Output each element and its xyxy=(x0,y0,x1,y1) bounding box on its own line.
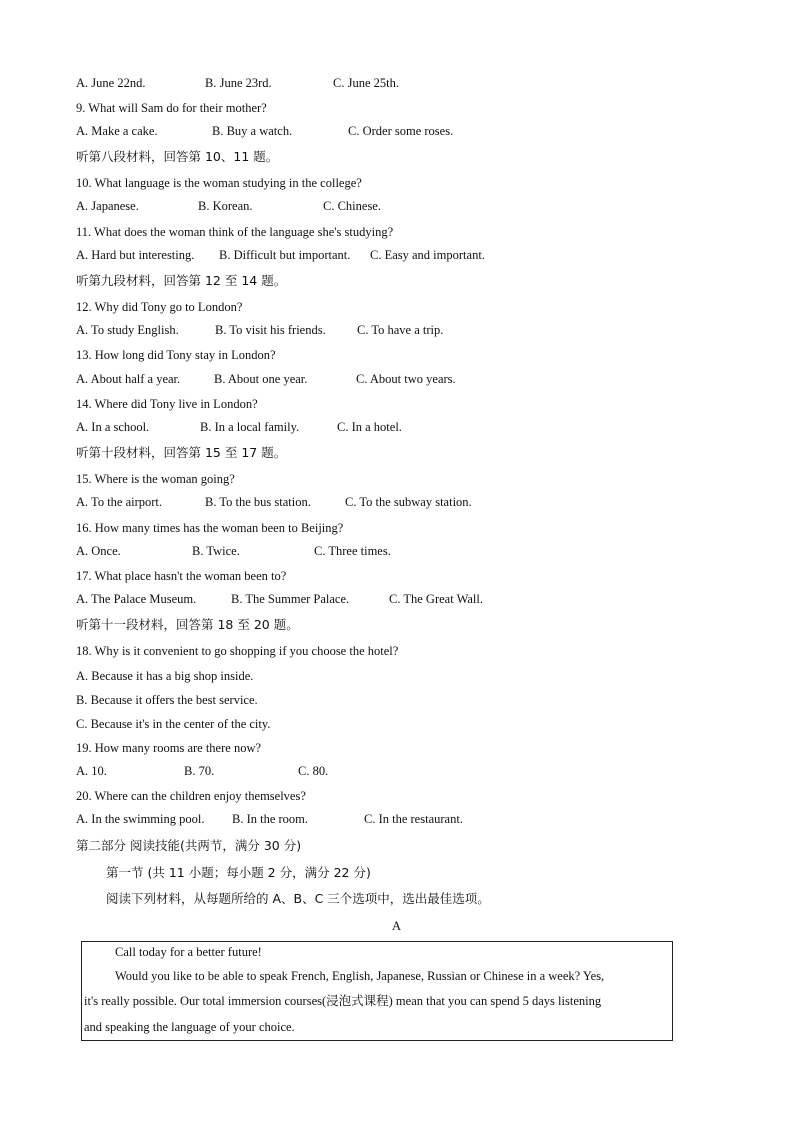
q15-option-b: B. To the bus station. xyxy=(205,495,311,509)
q17-option-b: B. The Summer Palace. xyxy=(231,592,350,606)
q11-option-b: B. Difficult but important. xyxy=(219,248,351,262)
passage-line-3: it's really possible. Our total immersion courses(浸泡式课程) mean that you can spend 5 days listening xyxy=(84,994,602,1008)
q8-option-b: B. June 23rd. xyxy=(205,76,272,90)
q15-option-c: C. To the subway station. xyxy=(345,495,472,509)
q16-option-b: B. Twice. xyxy=(192,544,240,558)
q16-option-c: C. Three times. xyxy=(314,544,391,558)
section-9-heading: 听第九段材料，回答第 12 至 14 题。 xyxy=(76,273,287,288)
q18-option-b: B. Because it offers the best service. xyxy=(76,693,258,707)
q17-option-a: A. The Palace Museum. xyxy=(76,592,197,606)
question-19: 19. How many rooms are there now? xyxy=(76,741,262,755)
q18-option-c: C. Because it's in the center of the city. xyxy=(76,717,271,731)
q8-option-c: C. June 25th. xyxy=(333,76,399,90)
q14-option-b: B. In a local family. xyxy=(200,420,300,434)
question-10: 10. What language is the woman studying in the college? xyxy=(76,176,362,190)
question-12: 12. Why did Tony go to London? xyxy=(76,300,243,314)
passage-line-1: Call today for a better future! xyxy=(115,945,262,959)
section-8-heading: 听第八段材料，回答第 10、11 题。 xyxy=(76,149,279,164)
question-15: 15. Where is the woman going? xyxy=(76,472,235,486)
passage-label: A xyxy=(391,919,402,933)
section-1-heading: 第一节 (共 11 小题；每小题 2 分，满分 22 分) xyxy=(106,865,371,880)
q20-option-a: A. In the swimming pool. xyxy=(76,812,205,826)
q14-option-a: A. In a school. xyxy=(76,420,150,434)
passage-line-4: and speaking the language of your choice. xyxy=(84,1020,295,1034)
q17-option-c: C. The Great Wall. xyxy=(389,592,483,606)
question-9: 9. What will Sam do for their mother? xyxy=(76,101,267,115)
q13-option-c: C. About two years. xyxy=(356,372,456,386)
q14-option-c: C. In a hotel. xyxy=(337,420,402,434)
q15-option-a: A. To the airport. xyxy=(76,495,163,509)
q19-option-c: C. 80. xyxy=(298,764,329,778)
question-13: 13. How long did Tony stay in London? xyxy=(76,348,276,362)
section-11-heading: 听第十一段材料，回答第 18 至 20 题。 xyxy=(76,617,299,632)
section-10-heading: 听第十段材料，回答第 15 至 17 题。 xyxy=(76,445,287,460)
question-17: 17. What place hasn't the woman been to? xyxy=(76,569,287,583)
q10-option-b: B. Korean. xyxy=(198,199,253,213)
q20-option-b: B. In the room. xyxy=(232,812,309,826)
reading-instruction: 阅读下列材料，从每题所给的 A、B、C 三个选项中，选出最佳选项。 xyxy=(106,891,490,906)
q9-option-b: B. Buy a watch. xyxy=(212,124,293,138)
question-14: 14. Where did Tony live in London? xyxy=(76,397,258,411)
q19-option-b: B. 70. xyxy=(184,764,215,778)
q18-option-a: A. Because it has a big shop inside. xyxy=(76,669,254,683)
q8-option-a: A. June 22nd. xyxy=(76,76,146,90)
q13-option-b: B. About one year. xyxy=(214,372,308,386)
q9-option-c: C. Order some roses. xyxy=(348,124,454,138)
q20-option-c: C. In the restaurant. xyxy=(364,812,463,826)
q10-option-a: A. Japanese. xyxy=(76,199,139,213)
q19-option-a: A. 10. xyxy=(76,764,107,778)
q9-option-a: A. Make a cake. xyxy=(76,124,158,138)
q12-option-b: B. To visit his friends. xyxy=(215,323,326,337)
q12-option-a: A. To study English. xyxy=(76,323,179,337)
passage-box xyxy=(81,941,673,1041)
question-18: 18. Why is it convenient to go shopping if you choose the hotel? xyxy=(76,644,399,658)
q10-option-c: C. Chinese. xyxy=(323,199,381,213)
q16-option-a: A. Once. xyxy=(76,544,121,558)
part-2-heading: 第二部分 阅读技能(共两节，满分 30 分) xyxy=(76,838,302,853)
q11-option-c: C. Easy and important. xyxy=(370,248,485,262)
passage-line-2: Would you like to be able to speak French, English, Japanese, Russian or Chinese in a week? Yes, xyxy=(115,969,605,983)
question-16: 16. How many times has the woman been to Beijing? xyxy=(76,521,344,535)
q13-option-a: A. About half a year. xyxy=(76,372,181,386)
q11-option-a: A. Hard but interesting. xyxy=(76,248,195,262)
q12-option-c: C. To have a trip. xyxy=(357,323,444,337)
question-11: 11. What does the woman think of the language she's studying? xyxy=(76,225,394,239)
question-20: 20. Where can the children enjoy themselves? xyxy=(76,789,306,803)
